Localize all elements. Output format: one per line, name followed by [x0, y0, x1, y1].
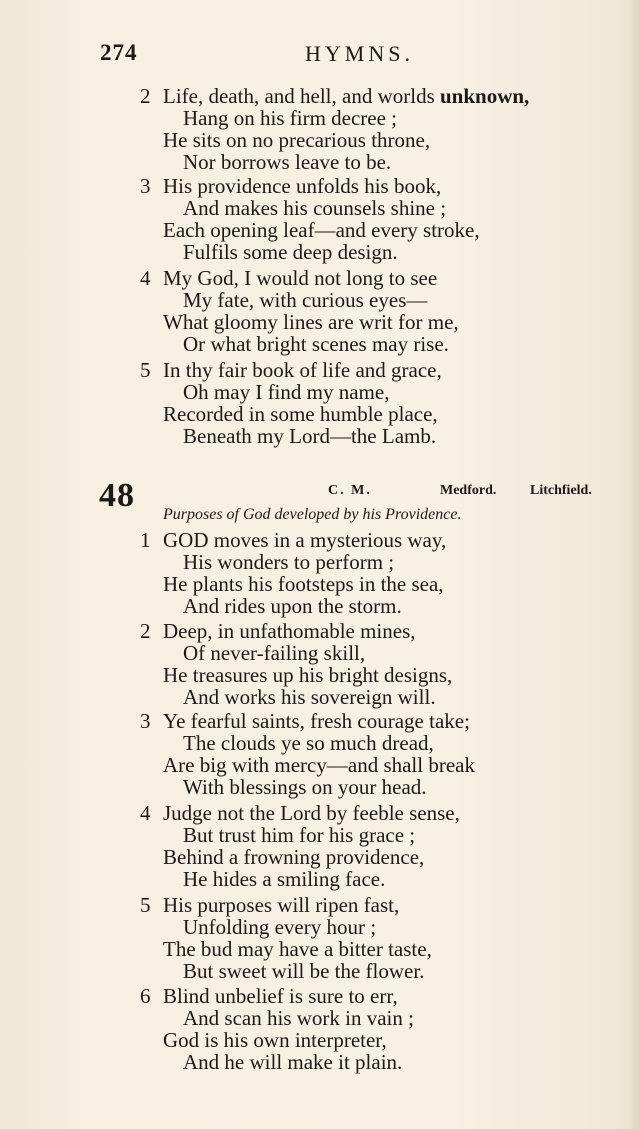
stanza-line: His wonders to perform ;: [183, 550, 395, 574]
stanza-line: The clouds ye so much dread,: [183, 731, 434, 755]
stanza-line: 5 In thy fair book of life and grace,: [140, 358, 442, 382]
stanza-line: God is his own interpreter,: [163, 1028, 387, 1052]
stanza-line: 6 Blind unbelief is sure to err,: [140, 984, 398, 1008]
stanza-line: Of never-failing skill,: [183, 641, 366, 665]
stanza-line: Each opening leaf—and every stroke,: [163, 218, 480, 242]
stanza-line: He plants his footsteps in the sea,: [163, 572, 444, 596]
hymn-stanza-3: [140, 710, 475, 798]
continuation-stanza-4: [140, 267, 459, 355]
continuation-stanza-5: [140, 359, 442, 447]
stanza-line: What gloomy lines are writ for me,: [163, 310, 459, 334]
stanza-number: 3: [140, 709, 151, 733]
page-number: 274: [100, 40, 138, 65]
stanza-line: With blessings on your head.: [183, 775, 427, 799]
running-title: HYMNS.: [305, 41, 414, 66]
stanza-line: Or what bright scenes may rise.: [183, 332, 449, 356]
hymn-number: 48: [99, 477, 135, 514]
stanza-number: 5: [140, 358, 151, 382]
stanza-line: Fulfils some deep design.: [183, 240, 398, 264]
stanza-line: Hang on his firm decree ;: [183, 106, 398, 130]
stanza-line: 3 Ye fearful saints, fresh courage take;: [140, 709, 470, 733]
stanza-line: He hides a smiling face.: [183, 867, 386, 891]
stanza-line: Behind a frowning providence,: [163, 845, 425, 869]
stanza-line: Unfolding every hour ;: [183, 915, 377, 939]
running-head: [100, 40, 620, 70]
stanza-line: He sits on no precarious throne,: [163, 128, 431, 152]
stanza-line: 5 His purposes will ripen fast,: [140, 893, 400, 917]
stanza-line: And he will make it plain.: [183, 1050, 403, 1074]
hymn-stanza-4: [140, 802, 460, 890]
stanza-line: My fate, with curious eyes—: [183, 288, 428, 312]
hymn-stanza-1: [140, 529, 446, 617]
stanza-line: 4 My God, I would not long to see: [140, 266, 438, 290]
stanza-line: 2 Deep, in unfathomable mines,: [140, 619, 416, 643]
stanza-number: 4: [140, 266, 151, 290]
hymn-stanza-6: [140, 985, 414, 1073]
stanza-line: And makes his counsels shine ;: [183, 196, 447, 220]
stanza-line: But trust him for his grace ;: [183, 823, 416, 847]
tune-name-1: Medford.: [440, 483, 497, 498]
hymn-stanza-5: [140, 894, 432, 982]
hymn-stanza-2: [140, 620, 452, 708]
hymn-meter: C. M.: [328, 483, 372, 498]
tune-name-2: Litchfield.: [530, 483, 592, 498]
stanza-number: 1: [140, 528, 151, 552]
stanza-line: 4 Judge not the Lord by feeble sense,: [140, 801, 460, 825]
stanza-line: Oh may I find my name,: [183, 380, 390, 404]
hymn-title: Purposes of God developed by his Providence.: [163, 506, 462, 523]
stanza-line: And works his sovereign will.: [183, 685, 436, 709]
stanza-line: He treasures up his bright designs,: [163, 663, 453, 687]
stanza-line: But sweet will be the flower.: [183, 959, 425, 983]
stanza-number: 4: [140, 801, 151, 825]
stanza-number: 6: [140, 984, 151, 1008]
stanza-line: Nor borrows leave to be.: [183, 150, 392, 174]
stanza-line: The bud may have a bitter taste,: [163, 937, 432, 961]
stanza-number: 2: [140, 84, 151, 108]
stanza-number: 2: [140, 619, 151, 643]
continuation-stanza-3: [140, 175, 480, 263]
stanza-line: 3 His providence unfolds his book,: [140, 174, 442, 198]
stanza-line: Are big with mercy—and shall break: [163, 753, 475, 777]
page-edge-shadow: [628, 0, 640, 1129]
stanza-line: Recorded in some humble place,: [163, 402, 438, 426]
stanza-line: 1 GOD moves in a mysterious way,: [140, 528, 447, 552]
continuation-stanza-2: [140, 85, 529, 173]
stanza-number: 3: [140, 174, 151, 198]
stanza-line: And rides upon the storm.: [183, 594, 402, 618]
stanza-line: And scan his work in vain ;: [183, 1006, 414, 1030]
stanza-number: 5: [140, 893, 151, 917]
stanza-line: 2 Life, death, and hell, and worlds unknown,: [140, 84, 530, 108]
stanza-line: Beneath my Lord—the Lamb.: [183, 424, 437, 448]
